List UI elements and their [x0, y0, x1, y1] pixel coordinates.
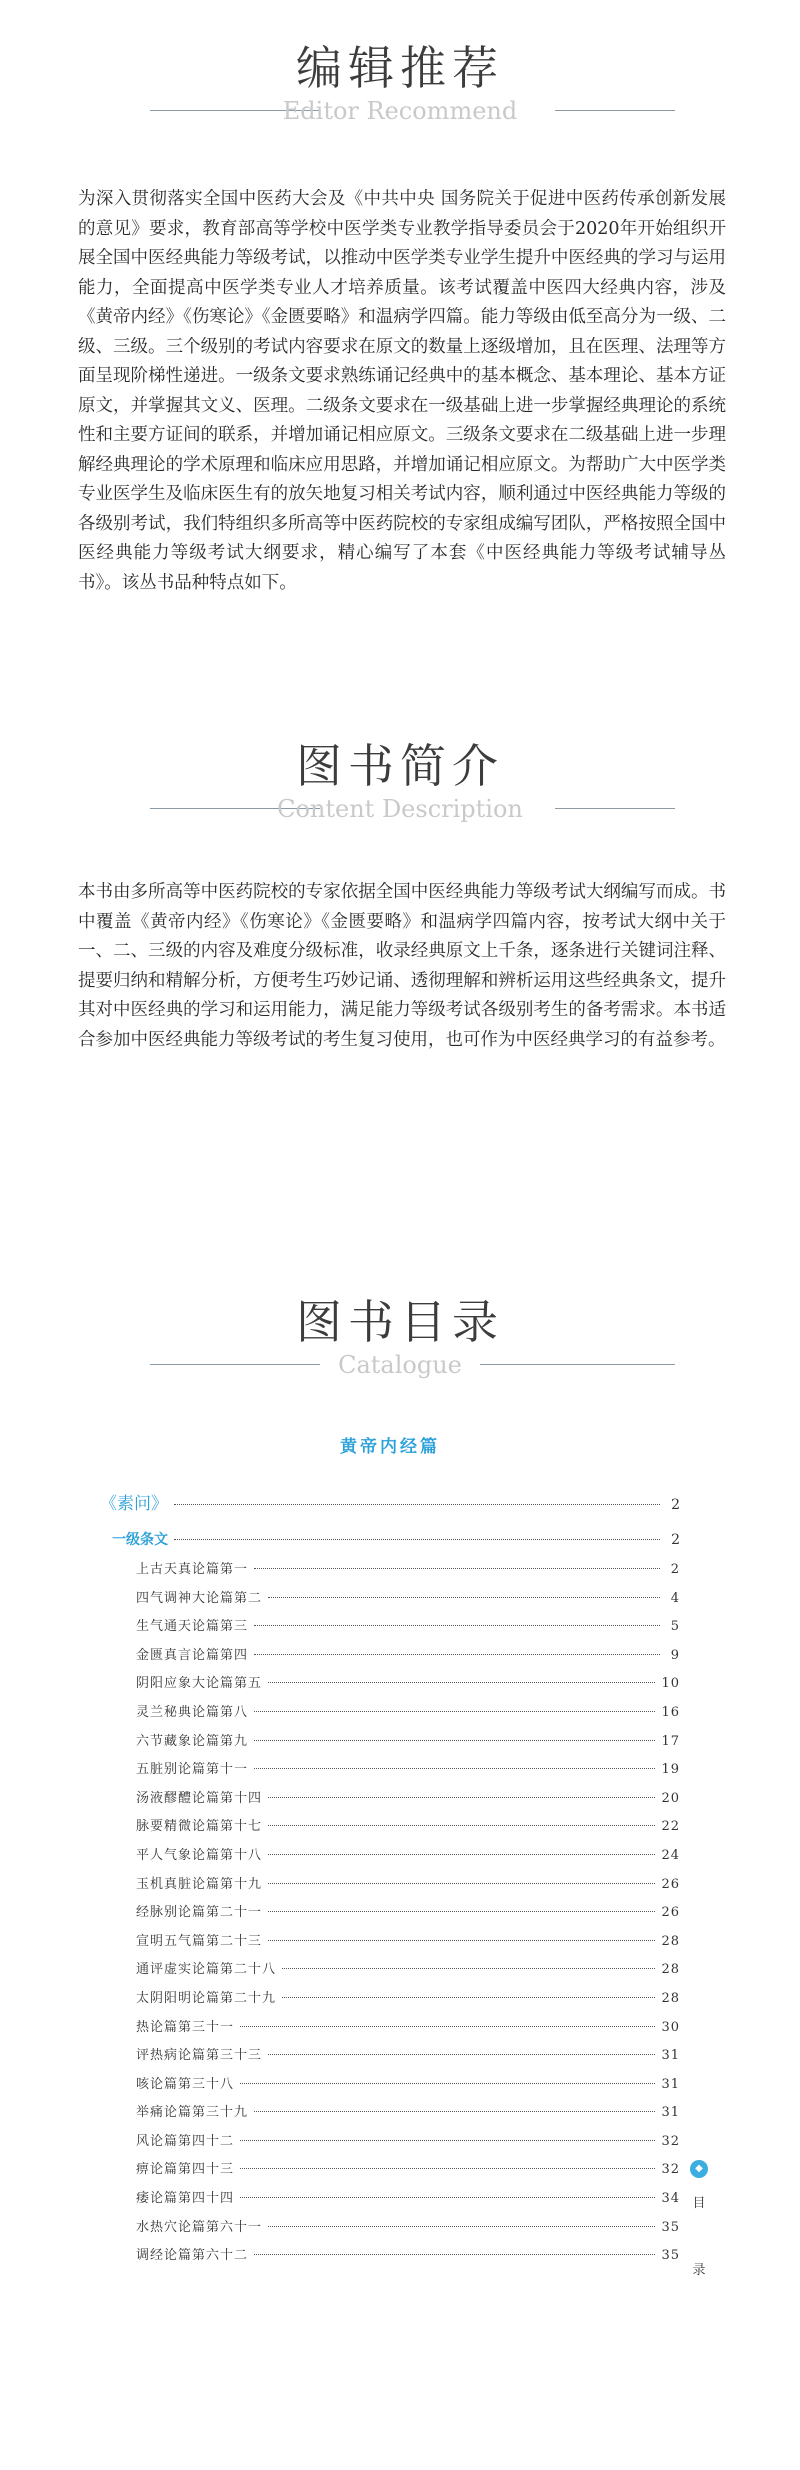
toc-entry-title: 水热穴论篇第六十一: [136, 2219, 263, 2235]
toc-entry[interactable]: [100, 1670, 680, 1699]
toc-entry-title: 经脉别论篇第二十一: [136, 1905, 263, 1921]
side-tab-marker-icon: ◆: [690, 2160, 708, 2178]
editor-recommend-title: 编辑推荐: [296, 41, 504, 95]
toc-entry[interactable]: [100, 1899, 680, 1928]
toc-entry[interactable]: [100, 1613, 680, 1642]
toc-entry-page: 34: [661, 2191, 680, 2207]
toc-leader-dots: [254, 1711, 655, 1712]
content-description-header: [0, 738, 800, 824]
toc-entry[interactable]: [100, 2042, 680, 2071]
toc-entry[interactable]: [100, 1785, 680, 1814]
toc-entries: [100, 1556, 680, 2271]
toc-entry[interactable]: [100, 1928, 680, 1957]
toc-entry[interactable]: [100, 1728, 680, 1757]
toc-entry[interactable]: [100, 2185, 680, 2214]
toc-leader-dots: [268, 2226, 655, 2227]
side-tab-char-1: 目: [692, 2196, 706, 2211]
toc-entry-title: 痿论篇第四十四: [136, 2191, 235, 2207]
toc-leader-dots: [254, 2254, 655, 2255]
toc-entry-title: 平人气象论篇第十八: [136, 1847, 263, 1863]
toc-entry[interactable]: [100, 1956, 680, 1985]
toc-entry[interactable]: [100, 1699, 680, 1728]
toc-entry[interactable]: [100, 1642, 680, 1671]
toc-leader-dots: [268, 1911, 655, 1912]
toc-level-page: 2: [671, 1532, 680, 1548]
toc-entry[interactable]: [100, 1756, 680, 1785]
toc-level[interactable]: [100, 1524, 680, 1556]
toc-entry-page: 17: [661, 1733, 680, 1749]
toc-entry-page: 31: [661, 2105, 680, 2121]
editor-recommend-body: 为深入贯彻落实全国中医药大会及《中共中央 国务院关于促进中医药传承创新发展的意见》要求，教育部高等学校中医学类专业教学指导委员会于2020年开始组织开展全国中医经典能力等级考试，以推动中医学类专业学生提升中医经典的学习与运用能力，全面提高中医学类专业人才培养质量。该考试覆盖中医四大经典内容，涉及《黄帝内经》《伤寒论》《金匮要略》和温病学四篇。能力等级由低至高分为一级、二级、三级。三个级别的考试内容要求在原文的数量上逐级增加，且在医理、法理等方面呈现阶梯性递进。一级条文要求熟练诵记经典中的基本概念、基本理论、基本方证原文，并掌握其文义、医理。二级条文要求在一级基础上进一步掌握经典理论的系统性和主要方证间的联系，并增加诵记相应原文。三级条文要求在二级基础上进一步理解经典理论的学术原理和临床应用思路，并增加诵记相应原文。为帮助广大中医学类专业医学生及临床医生有的放矢地复习相关考试内容，顺利通过中医经典能力等级的各级别考试，我们特组织多所高等中医药院校的专家组成编写团队，严格按照全国中医经典能力等级考试大纲要求，精心编写了本套《中医经典能力等级考试辅导丛书》。该丛书品种特点如下。: [78, 189, 726, 593]
toc-leader-dots: [174, 1539, 660, 1540]
toc-entry-title: 评热病论篇第三十三: [136, 2048, 263, 2064]
toc-entry-title: 汤液醪醴论篇第十四: [136, 1790, 263, 1806]
toc-entry-title: 金匮真言论篇第四: [136, 1647, 249, 1663]
toc-entry-title: 玉机真脏论篇第十九: [136, 1876, 263, 1892]
toc-leader-dots: [268, 1854, 655, 1855]
content-description-body: 本书由多所高等中医药院校的专家依据全国中医经典能力等级考试大纲编写而成。书中覆盖《黄帝内经》《伤寒论》《金匮要略》和温病学四篇内容，按考试大纲中关于一、二、三级的内容及难度分级标准，收录经典原文上千条，逐条进行关键词注释、提要归纳和精解分析，方便考生巧妙记诵、透彻理解和辨析运用这些经典条文，提升其对中医经典的学习和运用能力，满足能力等级考试各级别考生的备考需求。本书适合参加中医经典能力等级考试的考生复习使用，也可作为中医经典学习的有益参考。: [78, 882, 726, 1050]
toc-leader-dots: [282, 1968, 655, 1969]
toc-leader-dots: [268, 1682, 655, 1683]
toc-entry-page: 31: [661, 2076, 680, 2092]
toc-entry-page: 24: [661, 1847, 680, 1863]
toc-entry-title: 生气通天论篇第三: [136, 1619, 249, 1635]
toc-entry[interactable]: [100, 2014, 680, 2043]
toc-entry[interactable]: [100, 1585, 680, 1614]
header-rule: [0, 794, 800, 824]
toc-entry-page: 30: [661, 2019, 680, 2035]
toc-entry[interactable]: [100, 2242, 680, 2271]
toc-entry[interactable]: [100, 1871, 680, 1900]
toc-entry[interactable]: [100, 2214, 680, 2243]
catalogue-header: [0, 1294, 800, 1380]
toc-entry[interactable]: [100, 2071, 680, 2100]
toc-leader-dots: [254, 1625, 660, 1626]
toc-entry[interactable]: [100, 1813, 680, 1842]
side-tab: [684, 2160, 714, 2278]
toc-leader-dots: [240, 2168, 655, 2169]
toc-entry-page: 22: [661, 1819, 680, 1835]
toc-leader-dots: [268, 1940, 655, 1941]
toc-entry[interactable]: [100, 1985, 680, 2014]
toc-entry-title: 风论篇第四十二: [136, 2133, 235, 2149]
toc-chapter-page: 2: [671, 1497, 680, 1513]
catalogue-title: 图书目录: [296, 1295, 504, 1349]
toc-level-title: 一级条文: [112, 1532, 168, 1548]
toc-entry[interactable]: [100, 2099, 680, 2128]
toc-leader-dots: [174, 1504, 660, 1505]
toc-entry[interactable]: [100, 2156, 680, 2185]
toc-leader-dots: [240, 2197, 655, 2198]
table-of-contents: [100, 1432, 680, 2271]
side-tab-char-2: 录: [692, 2263, 706, 2278]
toc-leader-dots: [268, 1797, 655, 1798]
toc-chapter-title: 《素问》: [100, 1494, 168, 1514]
toc-leader-dots: [254, 1654, 660, 1655]
toc-entry-page: 26: [661, 1905, 680, 1921]
toc-entry-title: 五脏别论篇第十一: [136, 1762, 249, 1778]
toc-leader-dots: [254, 1740, 655, 1741]
content-description-title: 图书简介: [296, 739, 504, 793]
toc-entry-page: 28: [661, 1990, 680, 2006]
toc-chapter[interactable]: [100, 1484, 680, 1524]
toc-entry-page: 32: [661, 2162, 680, 2178]
toc-entry-page: 35: [661, 2219, 680, 2235]
toc-entry-page: 28: [661, 1933, 680, 1949]
toc-leader-dots: [268, 2054, 655, 2055]
toc-entry-title: 上古天真论篇第一: [136, 1562, 249, 1577]
toc-entry-page: 20: [661, 1790, 680, 1806]
toc-entry-page: 28: [661, 1962, 680, 1978]
toc-leader-dots: [240, 2083, 655, 2084]
toc-entry[interactable]: [100, 1556, 680, 1585]
toc-entry-page: 32: [661, 2133, 680, 2149]
toc-leader-dots: [254, 1768, 655, 1769]
toc-entry-title: 通评虚实论篇第二十八: [136, 1962, 277, 1978]
toc-leader-dots: [268, 1825, 655, 1826]
toc-entry-title: 痹论篇第四十三: [136, 2162, 235, 2178]
toc-entry-page: 9: [670, 1647, 680, 1663]
toc-entry-page: 4: [670, 1590, 680, 1606]
toc-leader-dots: [240, 2026, 655, 2027]
toc-entry-title: 热论篇第三十一: [136, 2019, 235, 2035]
toc-entry-title: 太阴阳明论篇第二十九: [136, 1990, 277, 2006]
toc-entry-page: 2: [670, 1562, 680, 1577]
content-description-subtitle: Content Description: [277, 795, 523, 823]
toc-entry-page: 10: [661, 1676, 680, 1692]
toc-entry-page: 5: [670, 1619, 680, 1635]
toc-entry-page: 31: [661, 2048, 680, 2064]
toc-entry-title: 咳论篇第三十八: [136, 2076, 235, 2092]
toc-leader-dots: [268, 1597, 660, 1598]
toc-entry-title: 脉要精微论篇第十七: [136, 1819, 263, 1835]
toc-leader-dots: [282, 1997, 655, 1998]
toc-entry-title: 阴阳应象大论篇第五: [136, 1676, 263, 1692]
editor-recommend-subtitle: Editor Recommend: [282, 97, 518, 125]
toc-entry-title: 四气调神大论篇第二: [136, 1590, 263, 1606]
catalogue-subtitle: Catalogue: [338, 1351, 462, 1379]
header-rule: [0, 96, 800, 126]
header-rule: [0, 1350, 800, 1380]
toc-entry-title: 六节藏象论篇第九: [136, 1733, 249, 1749]
toc-entry-page: 26: [661, 1876, 680, 1892]
toc-entry-title: 举痛论篇第三十九: [136, 2105, 249, 2121]
toc-entry[interactable]: [100, 2128, 680, 2157]
toc-entry-title: 宣明五气篇第二十三: [136, 1933, 263, 1949]
toc-part-title: 黄帝内经篇: [340, 1437, 440, 1457]
toc-leader-dots: [254, 1568, 660, 1569]
toc-entry[interactable]: [100, 1842, 680, 1871]
toc-entry-title: 灵兰秘典论篇第八: [136, 1704, 249, 1720]
toc-entry-title: 调经论篇第六十二: [136, 2248, 249, 2264]
toc-leader-dots: [268, 1883, 655, 1884]
toc-entry-page: 19: [661, 1762, 680, 1778]
toc-leader-dots: [254, 2111, 655, 2112]
toc-entry-page: 16: [661, 1704, 680, 1720]
toc-entry-page: 35: [661, 2248, 680, 2264]
toc-leader-dots: [240, 2140, 655, 2141]
editor-recommend-header: [0, 40, 800, 126]
